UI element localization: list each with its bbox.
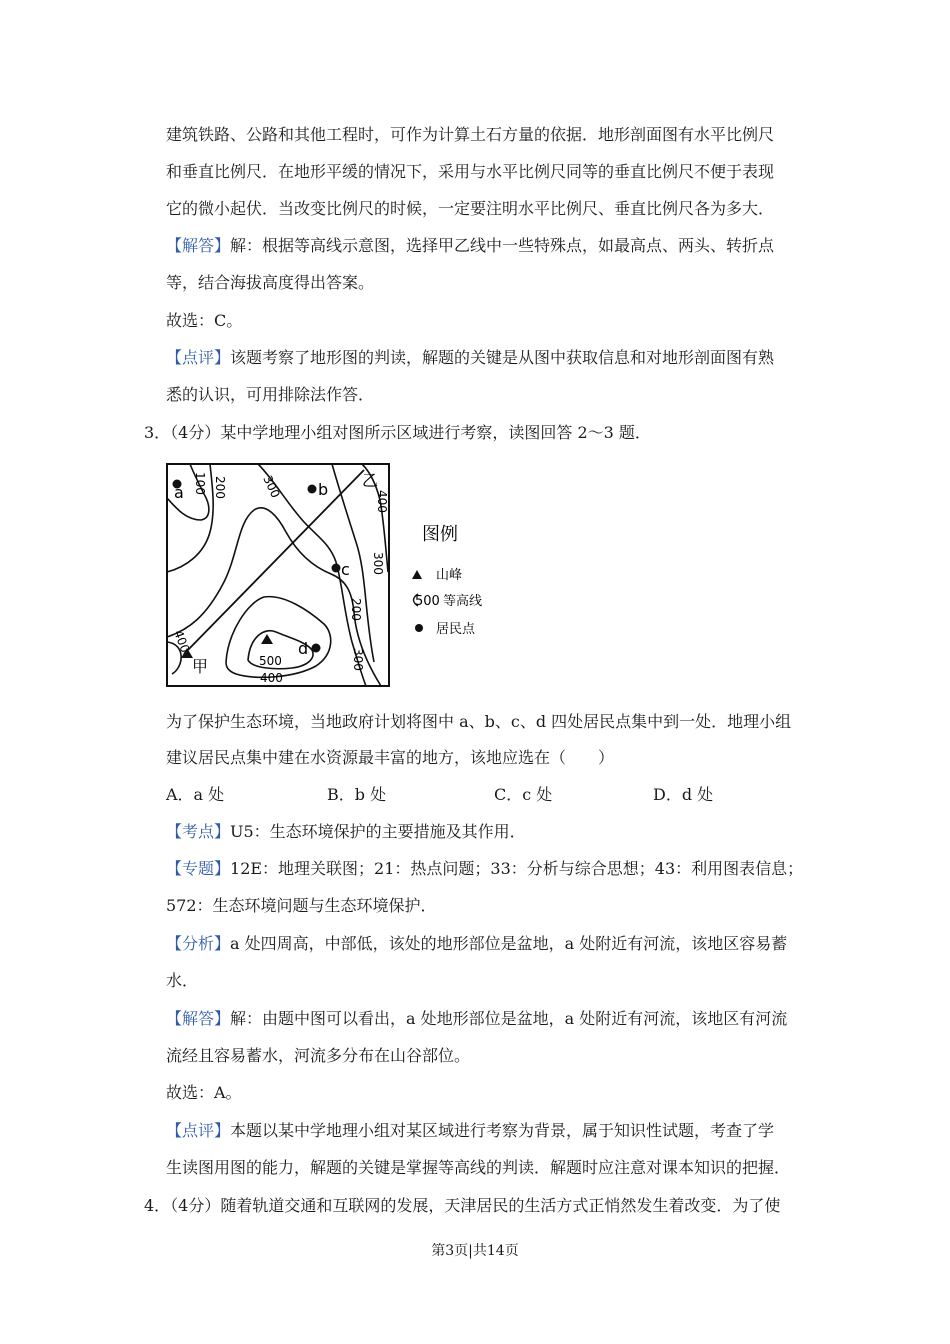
point-label-b: b — [318, 480, 329, 499]
legend-title: 图例 — [422, 524, 458, 545]
dianping-line — [166, 1121, 774, 1141]
text-line: 生读图用图的能力，解题的关键是掌握等高线的判读．解题时应注意对课本知识的把握． — [166, 1158, 791, 1177]
contour-label: 300 — [260, 473, 283, 501]
page-footer: 第3页|共14页 — [431, 1243, 519, 1259]
option-a: A．a 处 — [166, 785, 225, 804]
comment-line — [166, 348, 774, 368]
contour-label: 100 — [193, 472, 207, 495]
text-span: 本题以某中学地理小组对某区域进行考察为背景，属于知识性试题，考查了学 — [230, 1121, 775, 1140]
kaodian-line — [166, 822, 526, 842]
settlement-b — [308, 485, 317, 494]
point-label-d: d — [298, 639, 309, 658]
text-span: 解：由题中图可以看出，a 处地形部位是盆地，a 处附近有河流，该地区有河流 — [230, 1009, 788, 1028]
section-tag: 【解答】 — [166, 1009, 231, 1028]
question-body: 建议居民点集中建在水资源最丰富的地方，该地应选在（ ） — [166, 748, 615, 767]
contour-label: 200 — [213, 476, 227, 499]
contour-label: 300 — [351, 648, 365, 671]
text-span: 该题考察了地形图的判读，解题的关键是从图中获取信息和对地形剖面图有熟 — [230, 348, 775, 367]
text-span: 解：根据等高线示意图，选择甲乙线中一些特殊点，如最高点、两头、转折点 — [230, 236, 775, 255]
answer-choice: 故选：A。 — [166, 1083, 242, 1102]
text-line: 流经且容易蓄水，河流多分布在山谷部位。 — [166, 1046, 471, 1065]
contour-label: 200 — [349, 598, 363, 621]
text-line: 建筑铁路、公路和其他工程时，可作为计算土石方量的依据．地形剖面图有水平比例尺 — [166, 125, 775, 144]
contour-map — [166, 462, 486, 690]
question-body: 为了保护生态环境，当地政府计划将图中 a、b、c、d 四处居民点集中到一处．地理小组 — [166, 712, 792, 731]
point-label-a: a — [174, 483, 184, 502]
settlement-c — [332, 564, 341, 573]
text-line: 悉的认识，可用排除法作答． — [166, 385, 375, 404]
question-stem: 3．（4分）某中学地理小组对图所示区域进行考察，读图回答 2～3 题． — [144, 423, 651, 442]
section-tag: 【专题】 — [166, 859, 231, 878]
point-label-jia: 甲 — [192, 657, 209, 676]
settlement-d — [312, 644, 321, 653]
answer-line — [166, 236, 774, 256]
contour-label: 400 — [260, 671, 283, 685]
option-b: B．b 处 — [327, 785, 387, 804]
contour-label: 500 — [259, 654, 282, 668]
text-span: U5：生态环境保护的主要措施及其作用． — [230, 822, 526, 841]
text-span: 12E：地理关联图；21：热点问题；33：分析与综合思想；43：利用图表信息； — [230, 859, 804, 878]
jieda-line — [166, 1009, 787, 1029]
option-d: D．d 处 — [653, 785, 714, 804]
legend-settlement-icon — [415, 624, 423, 632]
text-line: 等，结合海拔高度得出答案。 — [166, 273, 375, 292]
text-line: 它的微小起伏．当改变比例尺的时候，一定要注明水平比例尺、垂直比例尺各为多大． — [166, 199, 775, 218]
option-c: C．c 处 — [494, 785, 553, 804]
legend-peak-label: 山峰 — [436, 568, 463, 583]
question-stem: 4．（4分）随着轨道交通和互联网的发展，天津居民的生活方式正悄然发生着改变．为了使 — [144, 1196, 781, 1215]
zhuanti-line — [166, 859, 803, 879]
peak-marker — [261, 634, 273, 644]
contour-label: 400 — [171, 628, 193, 655]
text-line: 水． — [166, 971, 199, 990]
contour-label: 400 — [375, 490, 389, 513]
section-tag: 【解答】 — [166, 236, 231, 255]
answer-choice: 故选：C。 — [166, 311, 243, 330]
section-tag: 【分析】 — [166, 934, 231, 953]
point-label-yi: 乙 — [362, 471, 379, 490]
contour-label: 300 — [371, 552, 385, 575]
legend-contour-value: 500 — [415, 594, 440, 609]
point-label-c: c — [341, 560, 350, 579]
legend-peak-icon — [412, 570, 422, 579]
legend-contour-label: 等高线 — [443, 594, 483, 609]
contour-line — [332, 464, 374, 662]
text-line: 572：生态环境问题与生态环境保护． — [166, 896, 437, 915]
legend-settlement-label: 居民点 — [436, 622, 476, 637]
text-span: a 处四周高，中部低，该处的地形部位是盆地，a 处附近有河流，该地区容易蓄 — [230, 934, 788, 953]
text-line: 和垂直比例尺．在地形平缓的情况下，采用与水平比例尺同等的垂直比例尺不便于表现 — [166, 162, 775, 181]
fenxi-line — [166, 934, 787, 954]
section-tag: 【点评】 — [166, 1121, 231, 1140]
section-tag: 【点评】 — [166, 348, 231, 367]
section-tag: 【考点】 — [166, 822, 231, 841]
